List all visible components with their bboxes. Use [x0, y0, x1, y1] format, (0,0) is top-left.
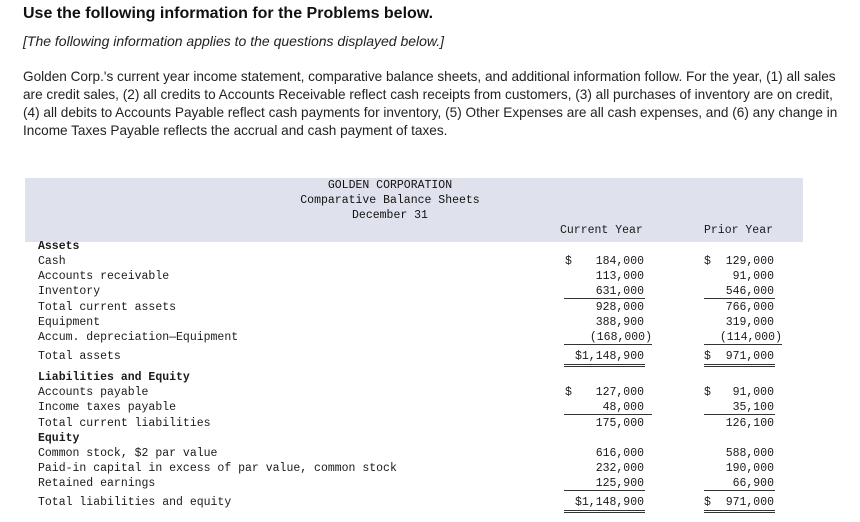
prior-value: 129,000 — [725, 255, 774, 268]
row-label: Equipment — [38, 316, 101, 329]
current-value: 232,000 — [595, 462, 644, 475]
row-label: Paid-in capital in excess of par value, common stock — [38, 462, 397, 475]
prior-value: 546,000 — [725, 285, 774, 298]
prior-value: 91,000 — [732, 386, 774, 399]
double-underline — [564, 510, 645, 513]
row-cash — [0, 254, 860, 269]
underline — [704, 298, 775, 299]
statement-title: Comparative Balance Sheets — [300, 194, 480, 207]
dollar-sign: $ — [704, 255, 711, 268]
row-label: Retained earnings — [38, 477, 156, 490]
row-label: Liabilities and Equity — [38, 371, 190, 384]
double-underline — [564, 364, 645, 367]
current-value: 388,900 — [595, 316, 644, 329]
row-equipment — [0, 315, 860, 330]
row-total-current-liabilities — [0, 416, 860, 431]
row-label: Common stock, $2 par value — [38, 447, 218, 460]
row-accumulated-depreciation — [0, 330, 860, 345]
prior-value: (114,000) — [719, 331, 782, 344]
row-assets-heading — [0, 239, 860, 254]
dollar-sign: $ — [704, 496, 711, 509]
intro-paragraph: Golden Corp.'s current year income statement, comparative balance sheets, and additional information follow. For the year, (1) all sales are credit sales, (2) all credits to Accounts Receivable reflect cash receipts from customers, (3) all purchases of inventory are on credit, (4) all debits to Accounts Payable reflect cash payments for inventory, (5) Other Expenses are all cash expenses, and (6) any change in Income Taxes Payable reflects the accrual and cash payment of taxes. — [23, 69, 838, 138]
row-retained-earnings — [0, 476, 860, 491]
page-subheading: [The following information applies to the questions displayed below.] — [23, 33, 445, 49]
prior-value: 766,000 — [725, 301, 774, 314]
underline — [704, 490, 775, 491]
row-inventory — [0, 284, 860, 299]
current-value: 631,000 — [595, 285, 644, 298]
row-label: Accum. depreciation—Equipment — [38, 331, 239, 344]
row-income-taxes-payable — [0, 400, 860, 415]
underline — [564, 298, 645, 299]
current-value: $1,148,900 — [574, 496, 644, 509]
prior-value: 91,000 — [732, 270, 774, 283]
prior-value: 588,000 — [725, 447, 774, 460]
underline — [704, 414, 775, 415]
row-label: Total assets — [38, 350, 121, 363]
row-label: Total liabilities and equity — [38, 496, 232, 509]
row-label: Accounts receivable — [38, 270, 170, 283]
row-label: Total current liabilities — [38, 417, 211, 430]
current-value: 928,000 — [595, 301, 644, 314]
dollar-sign: $ — [704, 386, 711, 399]
row-label: Cash — [38, 255, 66, 268]
row-total-current-assets — [0, 300, 860, 315]
column-header-prior: Prior Year — [704, 224, 774, 237]
prior-value: 126,100 — [725, 417, 774, 430]
current-value: 125,900 — [595, 477, 644, 490]
column-header-current: Current Year — [560, 224, 643, 237]
prior-value: 971,000 — [725, 350, 774, 363]
current-value: (168,000) — [589, 331, 652, 344]
row-total-liabilities-equity — [0, 495, 860, 510]
row-label: Assets — [38, 240, 80, 253]
dollar-sign: $ — [704, 350, 711, 363]
prior-value: 190,000 — [725, 462, 774, 475]
prior-value: 35,100 — [732, 401, 774, 414]
row-paid-in-capital — [0, 461, 860, 476]
underline — [564, 490, 645, 491]
prior-value: 971,000 — [725, 496, 774, 509]
row-label: Equity — [38, 432, 80, 445]
dollar-sign: $ — [565, 255, 572, 268]
dollar-sign: $ — [565, 386, 572, 399]
row-label: Income taxes payable — [38, 401, 177, 414]
page-heading: Use the following information for the Problems below. — [23, 5, 434, 22]
underline — [704, 344, 782, 345]
current-value: 113,000 — [595, 270, 644, 283]
underline — [564, 414, 652, 415]
row-equity-heading — [0, 431, 860, 446]
row-label: Inventory — [38, 285, 101, 298]
statement-date: December 31 — [352, 209, 428, 222]
company-name: GOLDEN CORPORATION — [327, 179, 453, 192]
prior-value: 319,000 — [725, 316, 774, 329]
double-underline — [704, 510, 775, 513]
row-common-stock — [0, 446, 860, 461]
current-value: $1,148,900 — [574, 350, 644, 363]
row-total-assets — [0, 349, 860, 364]
row-liabilities-equity-heading — [0, 370, 860, 385]
prior-value: 66,900 — [732, 477, 774, 490]
current-value: 616,000 — [595, 447, 644, 460]
current-value: 48,000 — [602, 401, 644, 414]
current-value: 175,000 — [595, 417, 644, 430]
row-accounts-payable — [0, 385, 860, 400]
current-value: 127,000 — [595, 386, 644, 399]
underline — [564, 344, 652, 345]
row-label: Accounts payable — [38, 386, 149, 399]
double-underline — [704, 364, 775, 367]
row-label: Total current assets — [38, 301, 177, 314]
current-value: 184,000 — [595, 255, 644, 268]
row-accounts-receivable — [0, 269, 860, 284]
